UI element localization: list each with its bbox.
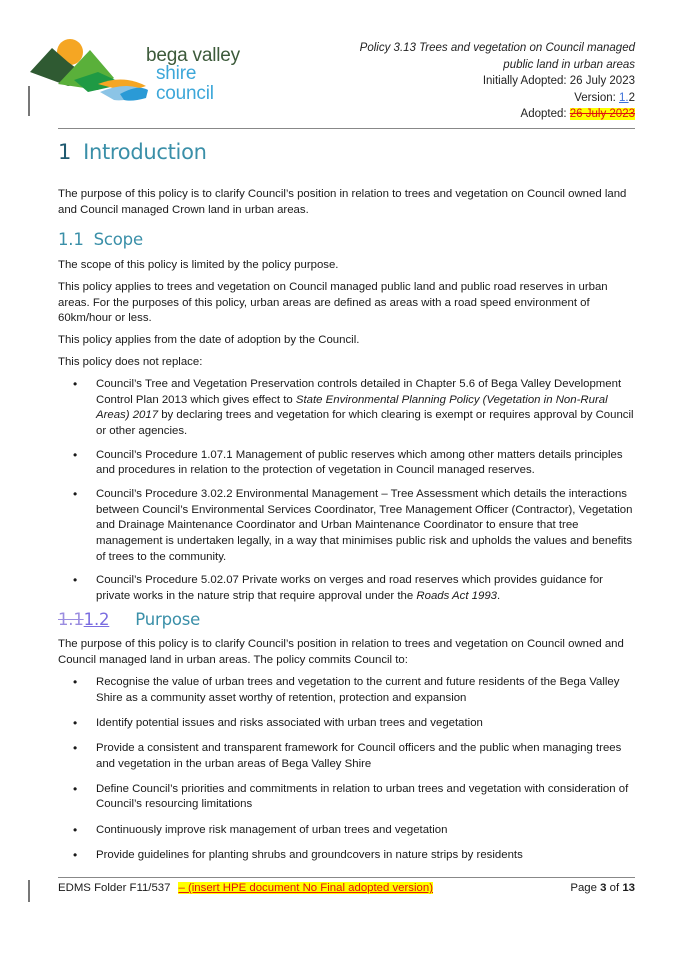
adopted-deleted-date: 26 July 2023	[569, 108, 635, 120]
subsection-title: Purpose	[135, 610, 201, 629]
version-line	[360, 90, 635, 107]
bullet-text: by declaring trees and vegetation for which clearing is exempt or requires approval by Council or other agencies.	[96, 409, 634, 437]
list-item: • Identify potential issues and risks associated with urban trees and vegetation	[58, 716, 635, 732]
version-rest: 2	[628, 91, 635, 104]
policy-title-line1: Policy 3.13 Trees and vegetation on Council managed	[359, 42, 635, 54]
scope-paragraph: This policy applies from the date of adoption by the Council.	[58, 334, 360, 346]
council-logo	[28, 34, 248, 104]
purpose-paragraph: The purpose of this policy is to clarify Council’s position in relation to trees and vegetation on Council owned and Council managed land in urban areas. The policy commits Council to:	[58, 638, 624, 666]
bullet-text: Council’s Procedure 1.07.1 Management of public reserves which among other matters details principles and procedures in relation to the protection of vegetation in Council managed reserves.	[96, 448, 623, 477]
list-item: • Provide guidelines for planting shrubs and groundcovers in nature strips by residents	[58, 848, 635, 864]
scope-paragraph: The scope of this policy is limited by the policy purpose.	[58, 259, 339, 271]
purpose-bullet-list	[58, 675, 635, 873]
header-rule	[58, 128, 635, 129]
initially-adopted: Initially Adopted: 26 July 2023	[482, 75, 635, 87]
section-number: 1	[58, 140, 72, 164]
subsection-number: 1.1	[58, 230, 84, 249]
footer-rule	[58, 877, 635, 878]
bullet-text: Council’s Procedure 5.02.07 Private works on verges and road reserves which provides guidance for private works in the nature strip that require approval under the	[96, 574, 603, 603]
page-current: 3	[600, 882, 607, 894]
adopted-line	[360, 106, 635, 123]
subsection-heading-purpose	[58, 610, 200, 629]
change-bar	[28, 880, 30, 902]
page-total: 13	[622, 882, 635, 894]
list-item	[58, 448, 635, 479]
list-item: • Define Council’s priorities and commitments in relation to urban trees and vegetation with consideration of Council’s resourcing limitations	[58, 782, 635, 813]
logo-text-shire-council: shire council	[156, 63, 214, 104]
subsection-number-inserted: 1.2	[83, 610, 110, 629]
subsection-title: Scope	[93, 230, 143, 249]
page-label: Page	[570, 882, 601, 894]
header-info	[360, 40, 635, 123]
version-label: Version:	[574, 91, 619, 104]
footer-left	[58, 881, 433, 896]
change-bar	[28, 86, 30, 116]
adopted-label: Adopted:	[520, 108, 570, 120]
list-item	[58, 377, 635, 439]
list-item: • Continuously improve risk management of urban trees and vegetation	[58, 823, 635, 839]
section-heading-introduction	[58, 140, 207, 164]
bullet-text: Council’s Procedure 3.02.2 Environmental Management – Tree Assessment which details the interactions between Council’s Environmental Services Coordinator, Tree Management Officer (Contractor), Vegetation and Drainage Maintenance Coordinator and Urban Maintenance Coordinator to ensure that tree management is undertaken legally, in a way that minimises public risk and upholds the values and benefits of trees to the community.	[96, 488, 633, 563]
page-number	[570, 881, 635, 896]
edms-folder: EDMS Folder F11/537	[58, 882, 171, 894]
scope-bullet-list	[58, 377, 635, 613]
bullet-italic-text: Roads Act 1993	[416, 590, 498, 603]
list-item: • Recognise the value of urban trees and vegetation to the current and future residents of the Bega Valley Shire as a community asset worthy of retention, protection and expansion	[58, 675, 635, 706]
list-item	[58, 573, 635, 604]
intro-paragraph: The purpose of this policy is to clarify Council’s position in relation to trees and vegetation on Council owned land and Council managed Crown land in urban areas.	[58, 188, 627, 216]
policy-title-line2: public land in urban areas	[503, 58, 635, 71]
footer-inserted-note: – (insert HPE document No Final adopted version)	[178, 882, 433, 894]
landscape-logo-icon	[28, 34, 148, 104]
subsection-number-deleted: 1.1	[58, 610, 84, 629]
bullet-text: Council’s Tree and Vegetation Preservation controls detailed in Chapter 5.6 of Bega Valley Development Control Plan 2013 which gives effect to	[96, 378, 622, 406]
section-title: Introduction	[83, 140, 207, 164]
list-item	[58, 487, 635, 565]
logo-text-bega-valley: bega valley	[146, 45, 240, 66]
version-inserted: 1.	[619, 91, 629, 104]
list-item: • Provide a consistent and transparent framework for Council officers and the public when managing trees and vegetation in the urban areas of Bega Valley Shire	[58, 741, 635, 772]
bullet-italic-text: State Environmental Planning Policy (Vegetation in Non-Rural Areas) 2017	[96, 393, 608, 422]
scope-paragraph: This policy does not replace:	[58, 356, 203, 368]
page-of: of	[606, 882, 623, 894]
bullet-text: .	[497, 590, 501, 603]
subsection-heading-scope	[58, 230, 143, 249]
scope-paragraph: This policy applies to trees and vegetation on Council managed public land and public road reserves in urban areas. For the purposes of this policy, urban areas are defined as areas with a road speed environment of 60km/hour or less.	[58, 281, 608, 325]
